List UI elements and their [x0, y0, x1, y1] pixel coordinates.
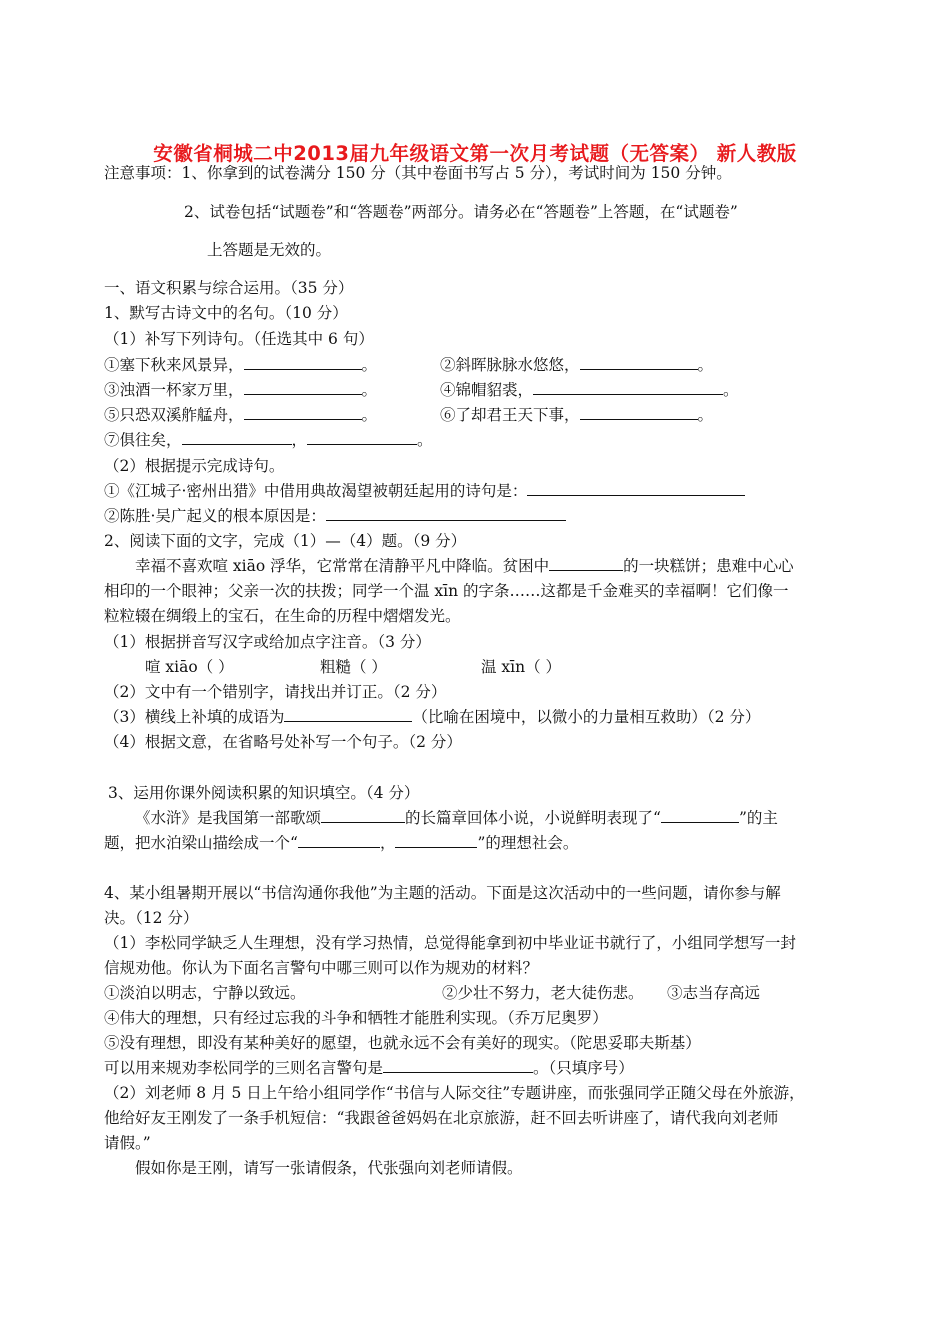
- answer-blank[interactable]: [244, 355, 362, 370]
- q2-word-2: 粗糙（ ）: [320, 658, 387, 676]
- question-text: ”的主: [738, 809, 778, 827]
- answer-blank[interactable]: [326, 506, 566, 521]
- poem-prompt: ②斜晖脉脉水悠悠，: [440, 356, 580, 374]
- period: 。: [417, 431, 433, 449]
- q2-passage-line-2: 相印的一个眼神；父亲一次的扶拨；同学一个温 xīn 的字条……这都是千金难买的幸福啊！它们像一: [104, 582, 789, 600]
- poem-prompt: ⑥了却君王天下事，: [440, 406, 580, 424]
- q3-line-1: [135, 808, 778, 828]
- q1-poem-5: [104, 405, 377, 425]
- q4-answer-line: [104, 1058, 634, 1078]
- answer-blank[interactable]: [284, 707, 412, 722]
- answer-blank[interactable]: [580, 405, 698, 420]
- q1-poem-1: [104, 355, 377, 375]
- section-1-heading: 一、语文积累与综合运用。（35 分）: [104, 279, 354, 297]
- q1-poem-3: [104, 380, 377, 400]
- answer-blank[interactable]: [383, 1058, 533, 1073]
- period: 。: [361, 381, 378, 399]
- q4-sub2-line-2: 他给好友王刚发了一条手机短信：“我跟爸爸妈妈在北京旅游，赶不回去听讲座了，请代我向刘老师: [104, 1109, 779, 1127]
- q1-poem-2: [440, 355, 713, 375]
- q4-sub2-line-1: （2）刘老师 8 月 5 日上午给小组同学作“书信与人际交往”专题讲座，而张强同学正随父母在外旅游，: [104, 1084, 805, 1102]
- question-text: 可以用来规劝李松同学的三则名言警句是: [104, 1059, 384, 1077]
- q1-poem-7: [104, 430, 433, 450]
- comma: ，: [291, 431, 308, 449]
- notice-line-3: 上答题是无效的。: [207, 241, 332, 259]
- poem-prompt: ⑤只恐双溪舴艋舟，: [104, 406, 244, 424]
- answer-blank[interactable]: [533, 380, 723, 395]
- notice-line-1: 注意事项：1、你拿到的试卷满分 150 分（其中卷面书写占 5 分），考试时间为 150 分钟。: [104, 164, 732, 182]
- q4-option-3: ③志当存高远: [667, 984, 761, 1002]
- question-text: （3）横线上补填的成语为: [104, 708, 285, 726]
- q2-heading: 2、阅读下面的文字，完成（1）—（4）题。（9 分）: [104, 532, 467, 550]
- q2-sub2: （2）文中有一个错别字，请找出并订正。（2 分）: [104, 683, 447, 701]
- period: 。: [697, 406, 714, 424]
- recall-prompt: ②陈胜·吴广起义的根本原因是：: [104, 507, 326, 525]
- question-text: 《水浒》是我国第一部歌颂: [135, 809, 322, 827]
- q1-poem-6: [440, 405, 713, 425]
- q2-passage-line-1: [135, 556, 794, 576]
- q2-sub3: [104, 707, 760, 727]
- period: 。: [723, 381, 739, 399]
- q2-sub1: （1）根据拼音写汉字或给加点字注音。（3 分）: [104, 633, 431, 651]
- answer-blank[interactable]: [244, 380, 362, 395]
- poem-prompt: ①塞下秋来风景异，: [104, 356, 244, 374]
- answer-blank[interactable]: [580, 355, 698, 370]
- q4-sub1-line-1: （1）李松同学缺乏人生理想，没有学习热情，总觉得能拿到初中毕业证书就行了，小组同学想写一封: [104, 934, 796, 952]
- answer-blank[interactable]: [244, 405, 362, 420]
- q4-sub2-line-4: 假如你是王刚，请写一张请假条，代张强向刘老师请假。: [135, 1159, 523, 1177]
- answer-blank[interactable]: [395, 833, 477, 848]
- recall-prompt: ①《江城子·密州出猎》中借用典故渴望被朝廷起用的诗句是：: [104, 482, 528, 500]
- period: 。: [697, 356, 714, 374]
- q4-option-2: ②少壮不努力，老大徒伤悲。: [442, 984, 644, 1002]
- answer-blank[interactable]: [307, 430, 417, 445]
- q1-recall-2: [104, 506, 566, 526]
- q4-sub2-line-3: 请假。”: [104, 1134, 151, 1152]
- poem-prompt: ③浊酒一杯家万里，: [104, 381, 244, 399]
- q3-heading: 3、运用你课外阅读积累的知识填空。（4 分）: [108, 784, 420, 802]
- q4-heading-line-2: 决。（12 分）: [104, 909, 199, 927]
- q1-sub2: （2）根据提示完成诗句。: [104, 457, 285, 475]
- comma: ，: [379, 834, 396, 852]
- answer-blank[interactable]: [182, 430, 292, 445]
- period: 。: [361, 406, 378, 424]
- q4-heading-line-1: 4、某小组暑期开展以“书信沟通你我他”为主题的活动。下面是这次活动中的一些问题，请你参与解: [104, 884, 781, 902]
- q1-sub1: （1）补写下列诗句。（任选其中 6 句）: [104, 330, 374, 348]
- question-text: （比喻在困境中，以微小的力量相互救助）（2 分）: [412, 708, 761, 726]
- q4-sub1-line-2: 信规劝他。你认为下面名言警句中哪三则可以作为规劝的材料？: [104, 959, 539, 977]
- q4-option-4: ④伟大的理想，只有经过忘我的斗争和牺牲才能胜利实现。（乔万尼奥罗）: [104, 1009, 608, 1027]
- q2-word-1: 喧 xiāo（ ）: [145, 658, 234, 676]
- passage-text: 幸福不喜欢喧 xiāo 浮华，它常常在清静平凡中降临。贫困中: [135, 557, 550, 575]
- q4-option-1: ①淡泊以明志，宁静以致远。: [104, 984, 306, 1002]
- answer-blank[interactable]: [527, 481, 745, 496]
- poem-prompt: ⑦俱往矣，: [104, 431, 182, 449]
- q2-word-3: 温 xīn（ ）: [481, 658, 562, 676]
- passage-text: 的一块糕饼；患难中心心: [623, 557, 794, 575]
- question-text: 题，把水泊梁山描绘成一个“: [104, 834, 298, 852]
- q1-heading: 1、默写古诗文中的名句。（10 分）: [104, 304, 348, 322]
- q1-poem-4: [440, 380, 739, 400]
- notice-line-2: 2、试卷包括“试题卷”和“答题卷”两部分。请务必在“答题卷”上答题，在“试题卷”: [184, 203, 738, 221]
- answer-blank[interactable]: [549, 556, 623, 571]
- answer-blank[interactable]: [298, 833, 380, 848]
- question-text: 的长篇章回体小说，小说鲜明表现了“: [405, 809, 661, 827]
- q3-line-2: [104, 833, 578, 853]
- q1-recall-1: [104, 481, 745, 501]
- poem-prompt: ④锦帽貂裘，: [440, 381, 534, 399]
- answer-blank[interactable]: [661, 808, 739, 823]
- question-text: ”的理想社会。: [477, 834, 579, 852]
- answer-blank[interactable]: [321, 808, 405, 823]
- question-text: 。（只填序号）: [533, 1059, 634, 1077]
- q4-option-5: ⑤没有理想，即没有某种美好的愿望，也就永远不会有美好的现实。（陀思妥耶夫斯基）: [104, 1034, 701, 1052]
- q2-sub4: （4）根据文意，在省略号处补写一个句子。（2 分）: [104, 733, 462, 751]
- page-title: 安徽省桐城二中2013届九年级语文第一次月考试题（无答案） 新人教版: [153, 142, 797, 165]
- period: 。: [361, 356, 378, 374]
- q2-passage-line-3: 粒粒辍在绸缎上的宝石，在生命的历程中熠熠发光。: [104, 607, 461, 625]
